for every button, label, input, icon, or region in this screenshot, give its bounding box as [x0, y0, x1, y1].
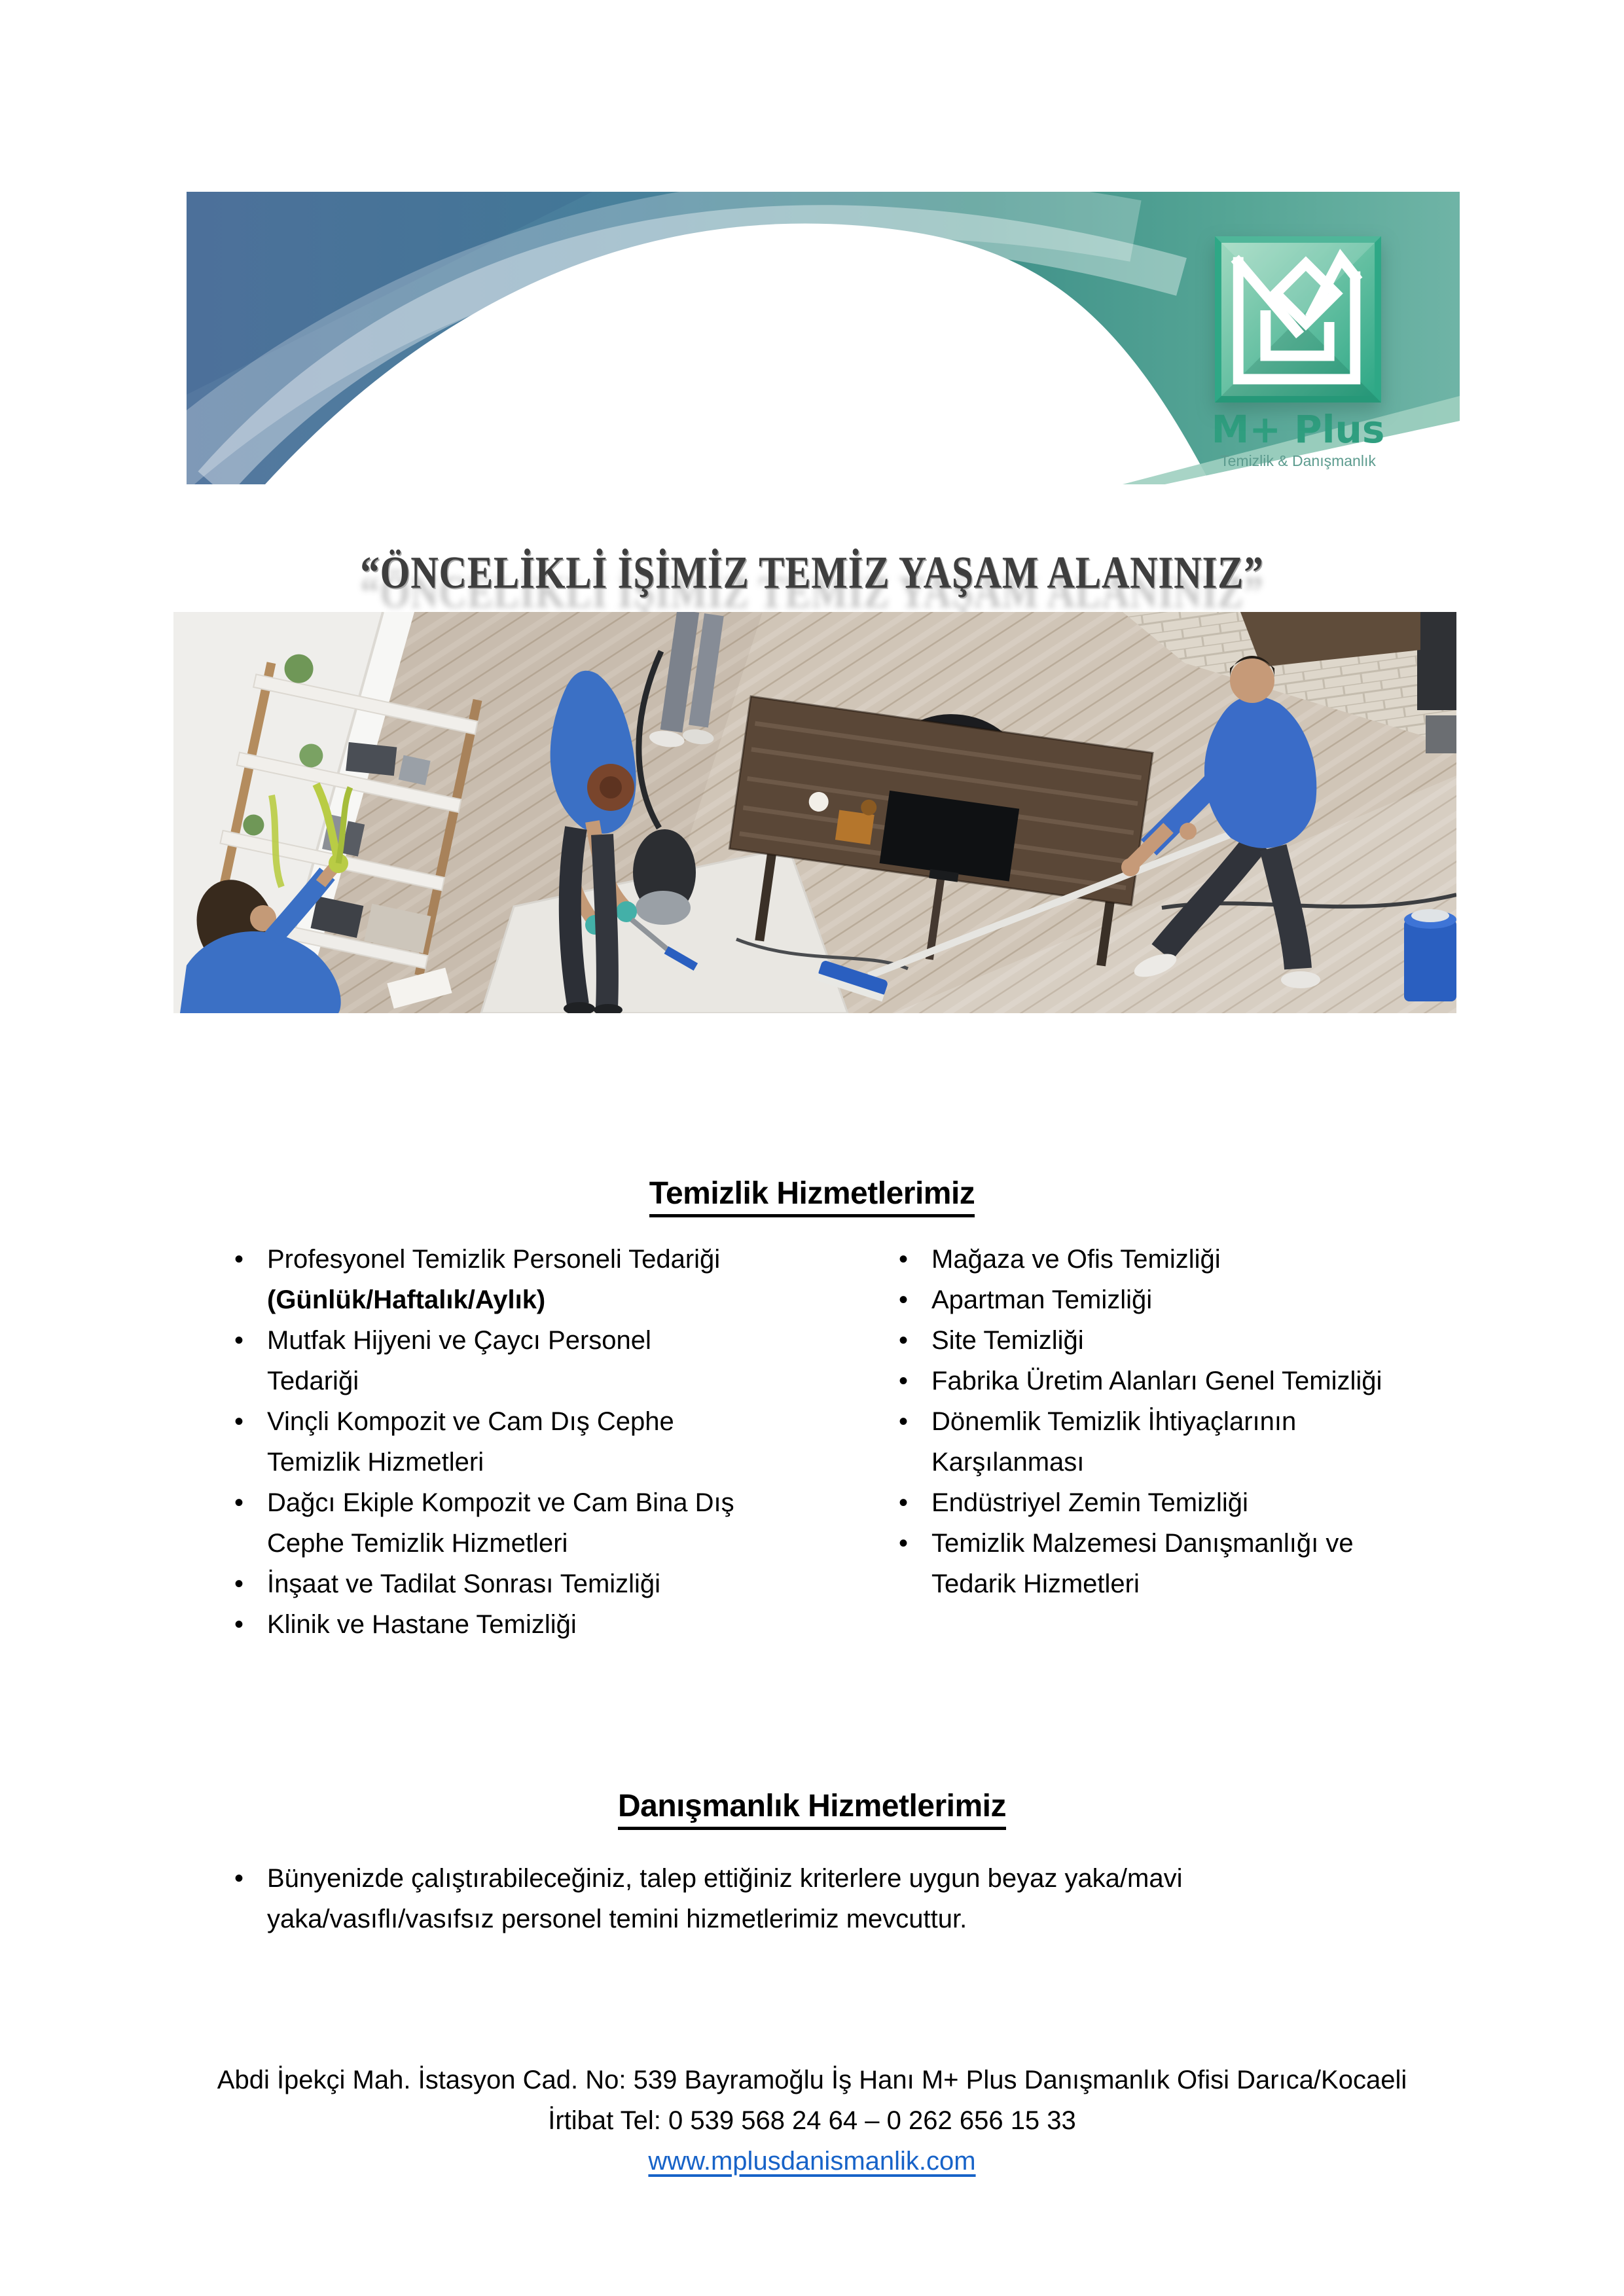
- bullet-icon: •: [899, 1529, 909, 1558]
- motto-line: [0, 547, 1624, 600]
- list-item: [899, 1361, 1383, 1401]
- list-item-text: Temizlik Malzemesi Danışmanlığı ve Tedarik Hizmetleri: [931, 1529, 1354, 1598]
- consulting-list: [234, 1858, 1367, 1939]
- bullet-icon: •: [899, 1407, 909, 1436]
- list-item-text: Profesyonel Temizlik Personeli Tedariği (Günlük/Haftalık/Aylık): [267, 1245, 721, 1314]
- list-item-text: Fabrika Üretim Alanları Genel Temizliği: [931, 1367, 1382, 1395]
- consulting-section-title: Danışmanlık Hizmetlerimiz: [0, 1788, 1624, 1824]
- bullet-icon: •: [234, 1326, 244, 1355]
- bullet-icon: •: [899, 1245, 909, 1274]
- cleaning-section-title: Temizlik Hizmetlerimiz: [0, 1175, 1624, 1211]
- list-item-text: Site Temizliği: [931, 1326, 1084, 1355]
- bullet-icon: •: [234, 1570, 244, 1598]
- m-plus-monogram-icon: [1215, 236, 1381, 403]
- bullet-icon: •: [899, 1488, 909, 1517]
- list-item-text: Dağcı Ekiple Kompozit ve Cam Bina Dış Cephe Temizlik Hizmetleri: [267, 1488, 734, 1558]
- bullet-icon: •: [234, 1245, 244, 1274]
- list-item: [899, 1239, 1383, 1280]
- cleaning-list-right: [899, 1239, 1383, 1604]
- website-link[interactable]: www.mplusdanismanlik.com: [648, 2147, 976, 2176]
- motto-text: “ÖNCELİKLİ İŞİMİZ TEMİZ YAŞAM ALANINIZ”: [360, 548, 1264, 598]
- list-item-text: Apartman Temizliği: [931, 1285, 1153, 1314]
- logo-tagline: Temizlik & Danışmanlık: [1220, 452, 1376, 469]
- list-item-text: Dönemlik Temizlik İhtiyaçlarının Karşılanması: [931, 1407, 1297, 1477]
- bullet-icon: •: [234, 1488, 244, 1517]
- mop-bucket: [1404, 909, 1456, 1001]
- header-banner: [187, 192, 1460, 484]
- list-item: [234, 1858, 1367, 1939]
- list-item: [899, 1280, 1383, 1320]
- list-item-text: Mağaza ve Ofis Temizliği: [931, 1245, 1221, 1274]
- bullet-icon: •: [899, 1285, 909, 1314]
- bullet-icon: •: [234, 1864, 244, 1893]
- footer-phone: İrtibat Tel: 0 539 568 24 64 – 0 262 656 15 33: [548, 2106, 1076, 2135]
- logo-name: M+ Plus: [1211, 407, 1385, 452]
- list-item-text: Mutfak Hijyeni ve Çaycı Personel Tedariği: [267, 1326, 651, 1395]
- bullet-icon: •: [234, 1407, 244, 1436]
- bullet-icon: •: [899, 1326, 909, 1355]
- footer: [0, 2060, 1624, 2181]
- list-item: [234, 1482, 748, 1564]
- bullet-icon: •: [234, 1610, 244, 1639]
- cleaning-list-left: [234, 1239, 748, 1645]
- bullet-icon: •: [899, 1367, 909, 1395]
- list-item: [234, 1320, 748, 1401]
- list-item: [899, 1482, 1383, 1523]
- list-item-text: Endüstriyel Zemin Temizliği: [931, 1488, 1248, 1517]
- office-cleaning-photo-art: [173, 612, 1456, 1013]
- list-item-text: Bünyenizde çalıştırabileceğiniz, talep ettiğiniz kriterlere uygun beyaz yaka/mavi yaka/vasıflı/vasıfsız personel temini hizmetlerimiz mevcuttur.: [267, 1864, 1183, 1933]
- footer-address: Abdi İpekçi Mah. İstasyon Cad. No: 539 Bayramoğlu İş Hanı M+ Plus Danışmanlık Ofisi Darıca/Kocaeli: [217, 2066, 1407, 2094]
- list-item: [899, 1320, 1383, 1361]
- list-item: [899, 1401, 1383, 1482]
- list-item-text: İnşaat ve Tadilat Sonrası Temizliği: [267, 1570, 661, 1598]
- company-logo: [1154, 236, 1442, 469]
- list-item: [234, 1239, 748, 1320]
- list-item: [234, 1604, 748, 1645]
- list-item: [234, 1564, 748, 1604]
- list-item: [899, 1523, 1383, 1604]
- list-item-text: Klinik ve Hastane Temizliği: [267, 1610, 577, 1639]
- list-item: [234, 1401, 748, 1482]
- list-item-text: Vinçli Kompozit ve Cam Dış Cephe Temizlik Hizmetleri: [267, 1407, 674, 1477]
- office-cleaning-photo: [173, 612, 1456, 1013]
